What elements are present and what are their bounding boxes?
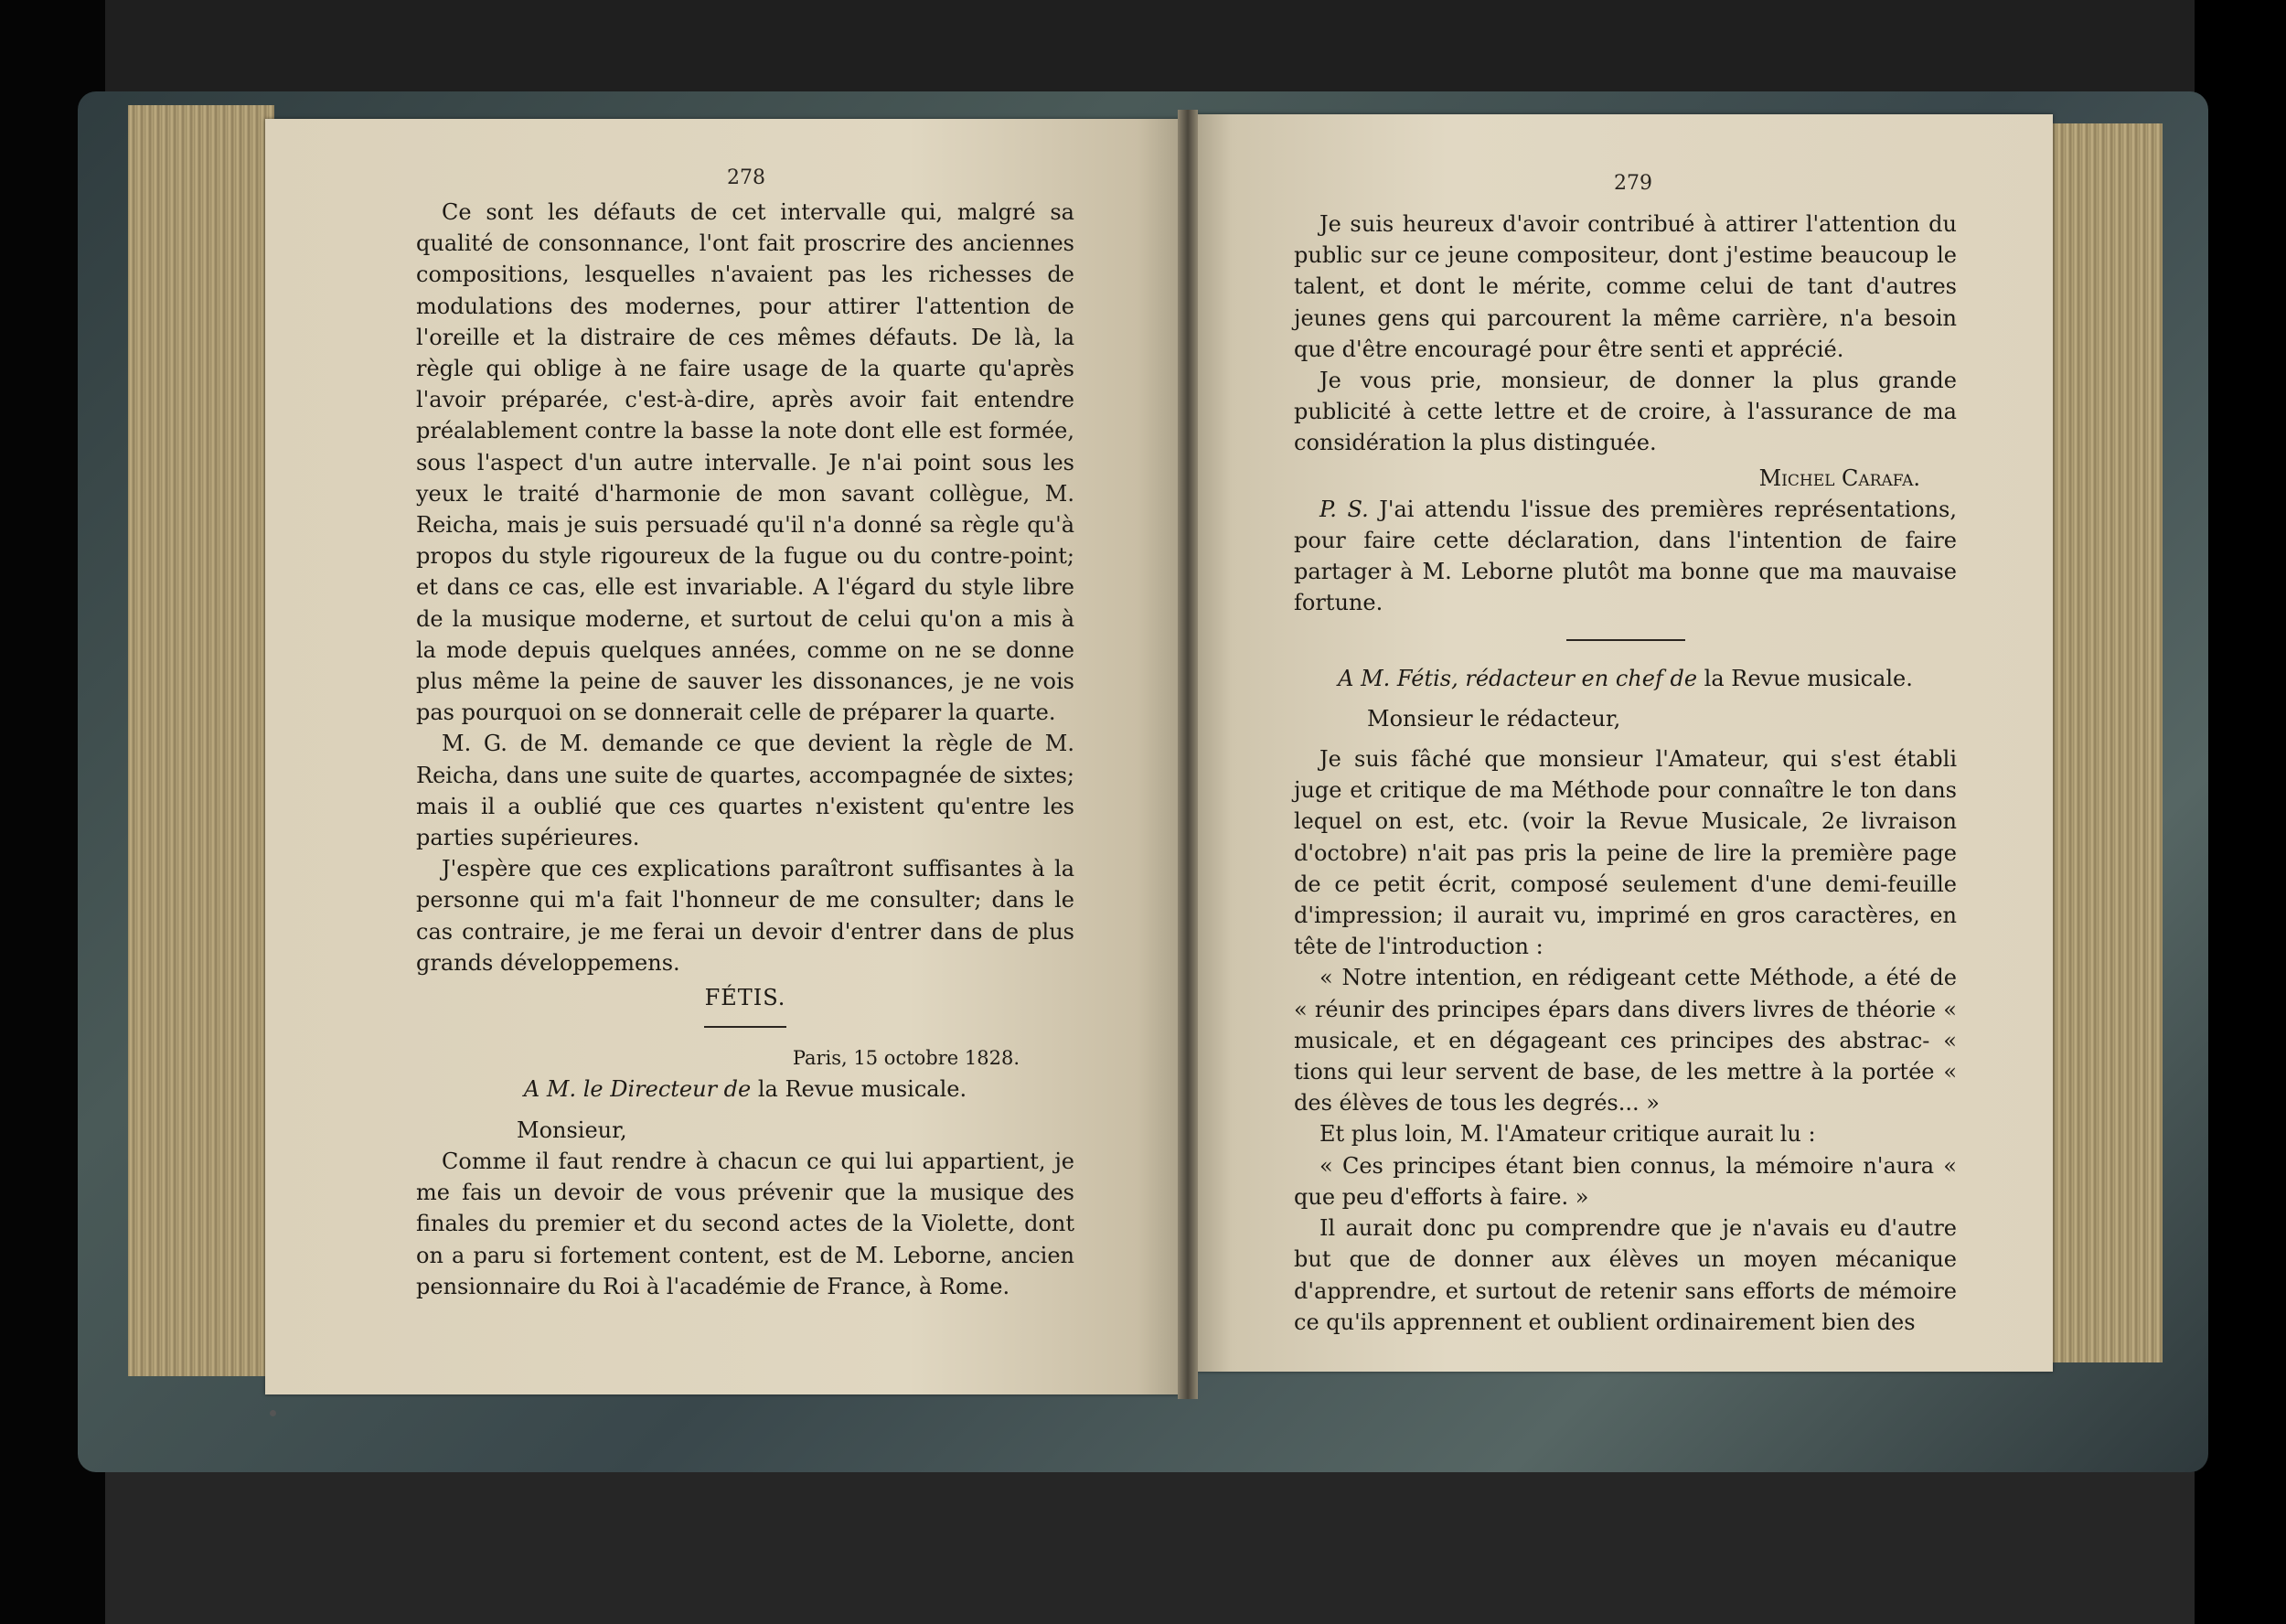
postscript-text: J'ai attendu l'issue des premières représentations, pour faire cette déclaration, dans l'intention de faire partager à M. Leborne plutôt ma bonne que ma mauvaise fortune.	[1294, 496, 1957, 616]
postscript	[1294, 494, 1957, 619]
paragraph: Comme il faut rendre à chacun ce qui lui appartient, je me fais un devoir de vous prévenir que la musique des finales du premier et du second actes de la Violette, dont on a paru si fortement content, est de M. Leborne, ancien pensionnaire du Roi à l'académie de France, à Rome.	[416, 1148, 1074, 1299]
letter-heading	[1294, 663, 1957, 694]
postscript-label: P. S.	[1319, 496, 1369, 522]
scan-background-right	[2195, 0, 2286, 1624]
letter-heading	[416, 1074, 1074, 1105]
page-edges-left	[128, 105, 274, 1376]
paragraph: J'espère que ces explications paraîtront suffisantes à la personne qui m'a fait l'honneur de me consulter; dans le cas contraire, je me ferai un devoir d'entrer dans de plus grands développemens.	[416, 856, 1074, 976]
salutation: Monsieur,	[517, 1116, 627, 1143]
salutation: Monsieur le rédacteur,	[1367, 705, 1621, 732]
scan-background-bottom	[105, 1472, 2195, 1624]
heading-prefix: A M. le Directeur de	[523, 1076, 752, 1103]
signature: FÉTIS.	[704, 985, 786, 1011]
right-text-column	[1294, 208, 1957, 1338]
book-gutter	[1178, 110, 1198, 1399]
paragraph: Je vous prie, monsieur, de donner la plus grande publicité à cette lettre et de croire, à l'assurance de ma considération la plus distinguée.	[1294, 368, 1957, 456]
quotation: « Notre intention, en rédigeant cette Méthode, a été de « réunir des principes épars dans divers livres de théorie « musicale, et en dégageant ces principes des abstrac- « tions qui leur servent de base, de les mettre à la portée « des élèves de tous les degrés... »	[1294, 965, 1957, 1116]
divider	[704, 1026, 786, 1028]
signature: Michel Carafa.	[1758, 465, 1920, 491]
journal-name: la Revue musicale.	[1704, 665, 1913, 691]
quotation: « Ces principes étant bien connus, la mémoire n'aura « que peu d'efforts à faire. »	[1294, 1152, 1957, 1210]
dateline: Paris, 15 octobre 1828.	[792, 1047, 1020, 1070]
scan-mark	[270, 1410, 276, 1416]
page-number-left: 278	[727, 166, 765, 189]
paragraph: Il aurait donc pu comprendre que je n'avais eu d'autre but que de donner aux élèves un moyen mécanique d'apprendre, et surtout de retenir sans efforts de mémoire ce qu'ils apprennent et oublient ordinairement bien des	[1294, 1215, 1957, 1335]
paragraph: Je suis fâché que monsieur l'Amateur, qui s'est établi juge et critique de ma Méthode pour connaître le ton dans lequel on est, etc. (voir la Revue Musicale, 2e livraison d'octobre) n'ait pas pris la peine de lire la première page de ce petit écrit, composé seulement d'une demi-feuille d'impression; il aurait vu, imprimé en gros caractères, en tête de l'introduction :	[1294, 746, 1957, 960]
page-edges-right	[2048, 123, 2163, 1362]
heading-prefix: A M. Fétis, rédacteur en chef de	[1338, 665, 1698, 691]
paragraph: Ce sont les défauts de cet intervalle qui, malgré sa qualité de consonnance, l'ont fait proscrire des anciennes compositions, lesquelles n'avaient pas les richesses de modulations des modernes, pour attirer l'attention de l'oreille et la distraire de ces mêmes défauts. De là, la règle qui oblige à ne faire usage de la quarte qu'après l'avoir préparée, c'est-à-dire, après avoir fait entendre préalablement contre la basse la note dont elle est formée, sous l'aspect d'un autre intervalle. Je n'ai point sous les yeux le traité d'harmonie de mon savant collègue, M. Reicha, mais je suis persuadé qu'il n'a donné sa règle qu'à propos du style rigoureux de la fugue ou du contre-point; et dans ce cas, elle est invariable. A l'égard du style libre de la musique moderne, et surtout de celui qu'on a mis à la mode depuis quelques années, comme on ne se donne plus même la peine de sauver les dissonances, je ne vois pas pourquoi on se donnerait celle de préparer la quarte.	[416, 199, 1074, 726]
paragraph: Je suis heureux d'avoir contribué à attirer l'attention du public sur ce jeune compositeur, dont j'estime beaucoup le talent, et dont le mérite, comme celui de tant d'autres jeunes gens qui parcourent la même carrière, n'a besoin que d'être encouragé pour être senti et apprécié.	[1294, 211, 1957, 362]
page-number-right: 279	[1614, 172, 1652, 195]
paragraph: Et plus loin, M. l'Amateur critique aurait lu :	[1319, 1121, 1816, 1148]
paragraph: M. G. de M. demande ce que devient la règle de M. Reicha, dans une suite de quartes, accompagnée de sixtes; mais il a oublié que ces quartes n'existent qu'entre les parties supérieures.	[416, 731, 1074, 851]
divider	[1566, 639, 1685, 641]
left-text-column	[416, 197, 1074, 1302]
journal-name: la Revue musicale.	[757, 1076, 967, 1103]
